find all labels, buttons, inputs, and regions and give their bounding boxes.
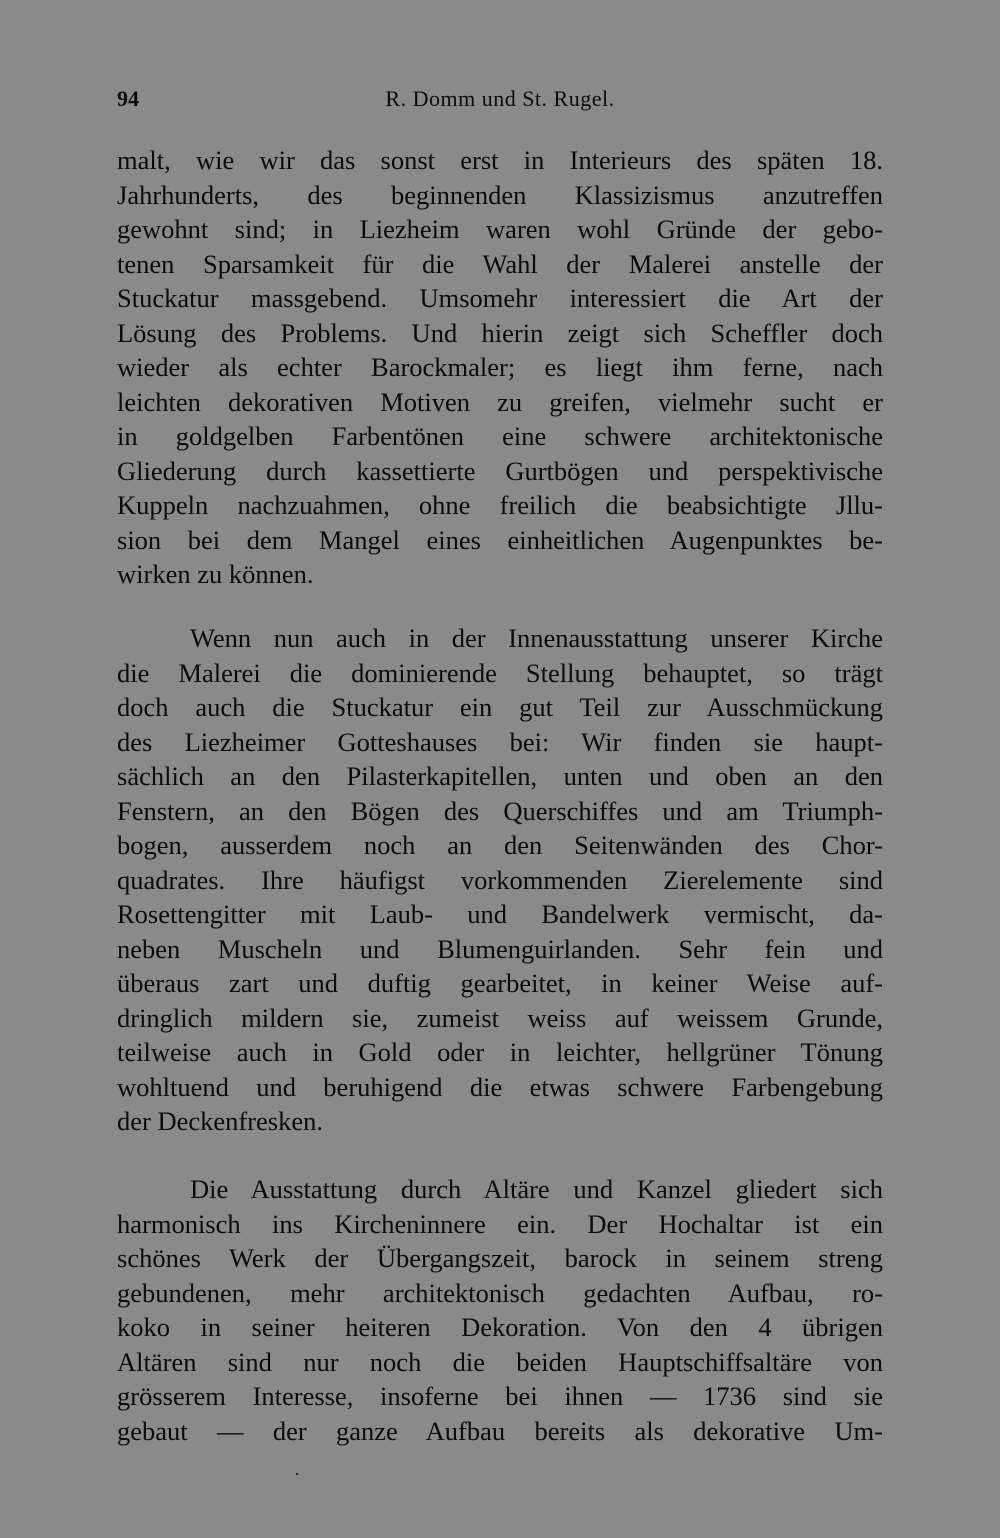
text-line: doch auch die Stuckatur ein gut Teil zur Ausschmückung — [117, 692, 883, 722]
text-line: sächlich an den Pilasterkapitellen, unten und oben an den — [117, 761, 883, 791]
text-line: der Deckenfresken. — [117, 1106, 323, 1136]
text-line: koko in seiner heiteren Dekoration. Von den 4 übrigen — [117, 1312, 883, 1342]
text-line: Kuppeln nachzuahmen, ohne freilich die beabsichtigte Jllu- — [117, 490, 883, 520]
text-line: die Malerei die dominierende Stellung behauptet, so trägt — [117, 657, 883, 688]
text-line: überaus zart und duftig gearbeitet, in keiner Weise auf- — [117, 968, 883, 998]
text-line: Rosettengitter mit Laub- und Bandelwerk vermischt, da- — [117, 899, 883, 929]
text-line: malt, wie wir das sonst erst in Interieurs des späten 18. — [117, 145, 883, 175]
text-line: Fenstern, an den Bögen des Querschiffes und am Triumph- — [117, 795, 883, 826]
text-line: dringlich mildern sie, zumeist weiss auf weissem Grunde, — [117, 1002, 883, 1033]
text-line: teilweise auch in Gold oder in leichter, hellgrüner Tönung — [117, 1037, 883, 1067]
text-line: Die Ausstattung durch Altäre und Kanzel gliedert sich — [190, 1174, 883, 1204]
text-line: leichten dekorativen Motiven zu greifen, vielmehr sucht er — [117, 386, 883, 417]
text-line: harmonisch ins Kircheninnere ein. Der Hochaltar ist ein — [117, 1208, 883, 1239]
text-line: Altären sind nur noch die beiden Hauptschiffsaltäre von — [117, 1346, 883, 1377]
text-line: gewohnt sind; in Liezheim waren wohl Gründe der gebo- — [117, 214, 883, 244]
running-title: R. Domm und St. Rugel. — [385, 86, 615, 111]
text-line: Stuckatur massgebend. Umsomehr interessiert die Art der — [117, 283, 883, 313]
text-line: tenen Sparsamkeit für die Wahl der Malerei anstelle der — [117, 248, 883, 279]
text-line: gebaut — der ganze Aufbau bereits als dekorative Um- — [117, 1415, 883, 1446]
text-line: in goldgelben Farbentönen eine schwere architektonische — [117, 421, 883, 451]
text-line: des Liezheimer Gotteshauses bei: Wir finden sie haupt- — [117, 726, 883, 757]
text-line: Gliederung durch kassettierte Gurtbögen und perspektivische — [117, 455, 883, 486]
text-line: quadrates. Ihre häufigst vorkommenden Zierelemente sind — [117, 864, 883, 895]
text-line: Lösung des Problems. Und hierin zeigt sich Scheffler doch — [117, 317, 883, 348]
text-line: neben Muscheln und Blumenguirlanden. Sehr fein und — [117, 933, 883, 964]
text-line: wieder als echter Barockmaler; es liegt ihm ferne, nach — [117, 352, 883, 382]
text-line: schönes Werk der Übergangszeit, barock in seinem streng — [117, 1243, 883, 1273]
text-line: gebundenen, mehr architektonisch gedachten Aufbau, ro- — [117, 1277, 883, 1308]
page-number: 94 — [117, 86, 139, 111]
page-header — [117, 86, 883, 116]
text-line: grösserem Interesse, insoferne bei ihnen — 1736 sind sie — [117, 1381, 883, 1411]
text-line: bogen, ausserdem noch an den Seitenwänden des Chor- — [117, 830, 883, 860]
text-line: sion bei dem Mangel eines einheitlichen Augenpunktes be- — [117, 524, 883, 555]
text-line: Wenn nun auch in der Innenausstattung unserer Kirche — [190, 623, 883, 653]
text-line: Jahrhunderts, des beginnenden Klassizismus anzutreffen — [117, 179, 883, 210]
text-line: wirken zu können. — [117, 559, 314, 589]
scan-speck — [296, 1473, 298, 1475]
text-line: wohltuend und beruhigend die etwas schwere Farbengebung — [117, 1071, 883, 1102]
